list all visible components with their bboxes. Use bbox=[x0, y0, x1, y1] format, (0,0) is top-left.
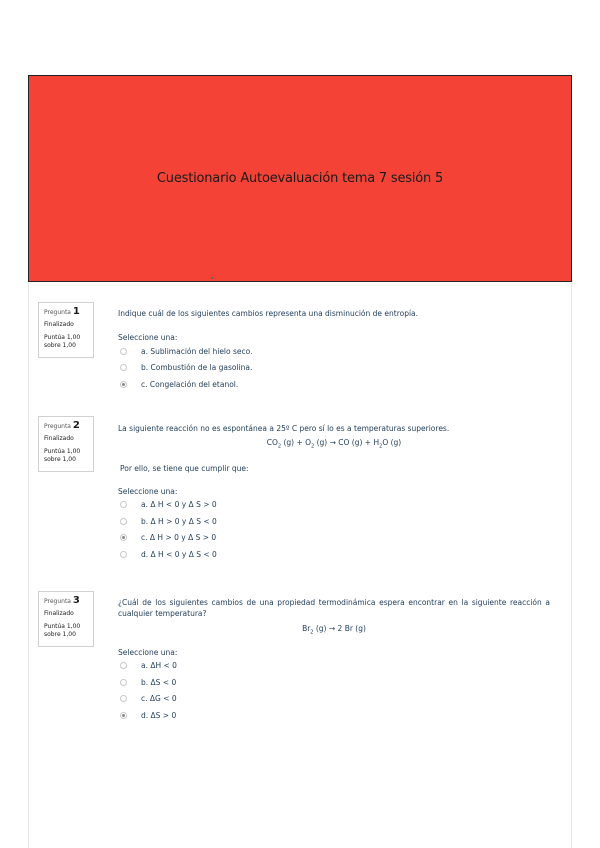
question-info-2 bbox=[38, 416, 94, 472]
question-content-3 bbox=[118, 591, 550, 724]
answer-option[interactable]: b. ΔS < 0 bbox=[118, 674, 550, 691]
answer-list bbox=[118, 343, 550, 393]
question-text: ¿Cuál de los siguientes cambios de una propiedad termodinámica espera encontrar en la siguiente reacción a cualquier temperatura? bbox=[118, 598, 550, 618]
question-grade: Puntúa 1,00 sobre 1,00 bbox=[44, 623, 81, 638]
question-number: Pregunta 1 bbox=[44, 306, 80, 317]
radio-button[interactable] bbox=[120, 364, 127, 371]
answer-option[interactable]: a. ΔH < 0 bbox=[118, 658, 550, 675]
radio-button[interactable] bbox=[120, 679, 127, 686]
header-banner bbox=[28, 75, 572, 282]
page-title: Cuestionario Autoevaluación tema 7 sesión 5 bbox=[156, 171, 444, 186]
answer-prompt: Seleccione una: bbox=[118, 333, 178, 342]
answer-option[interactable]: c. Congelación del etanol. bbox=[118, 376, 550, 393]
chemical-equation: $CO_2$ $(g) + O_2$ (g) → CO $(g) + H_2O$ (g) bbox=[266, 438, 402, 450]
answer-option[interactable]: b. Δ H > 0 y Δ S < 0 bbox=[118, 513, 550, 530]
question-grade: Puntúa 1,00 sobre 1,00 bbox=[44, 334, 81, 349]
radio-button-selected[interactable] bbox=[120, 534, 127, 541]
question-number: Pregunta 2 bbox=[44, 420, 80, 431]
answer-list bbox=[118, 658, 550, 724]
radio-button[interactable] bbox=[120, 551, 127, 558]
answer-option[interactable]: c. ΔG < 0 bbox=[118, 691, 550, 708]
answer-option[interactable]: c. Δ H > 0 y Δ S > 0 bbox=[118, 530, 550, 547]
answer-option[interactable]: a. Δ H < 0 y Δ S > 0 bbox=[118, 497, 550, 514]
radio-button[interactable] bbox=[120, 662, 127, 669]
question-grade: Puntúa 1,00 sobre 1,00 bbox=[44, 448, 81, 463]
radio-button-selected[interactable] bbox=[120, 712, 127, 719]
question-number: Pregunta 3 bbox=[44, 595, 80, 606]
answer-option[interactable]: b. Combustión de la gasolina. bbox=[118, 360, 550, 377]
question-state: Finalizado bbox=[44, 321, 74, 328]
question-state: Finalizado bbox=[44, 610, 74, 617]
radio-button[interactable] bbox=[120, 518, 127, 525]
answer-prompt: Seleccione una: bbox=[118, 647, 178, 657]
answer-option[interactable]: d. Δ H < 0 y Δ S < 0 bbox=[118, 546, 550, 563]
answer-list bbox=[118, 497, 550, 563]
chemical-equation: $Br_2$ (g) → 2 Br (g) bbox=[302, 624, 366, 636]
radio-button[interactable] bbox=[120, 348, 127, 355]
question-state: Finalizado bbox=[44, 435, 74, 442]
question-content-2 bbox=[118, 416, 550, 563]
question-text: Indique cuál de los siguientes cambios representa una disminución de entropía. bbox=[118, 309, 419, 318]
radio-button[interactable] bbox=[120, 695, 127, 702]
radio-button[interactable] bbox=[120, 501, 127, 508]
answer-option[interactable]: d. ΔS > 0 bbox=[118, 707, 550, 724]
answer-prompt: Seleccione una: bbox=[118, 486, 178, 496]
question-info-3 bbox=[38, 591, 94, 647]
question-info-1 bbox=[38, 302, 94, 358]
answer-option[interactable]: a. Sublimación del hielo seco. bbox=[118, 343, 550, 360]
question-text: La siguiente reacción no es espontánea a 25º C pero sí lo es a temperaturas superiores. bbox=[118, 424, 450, 433]
radio-button-selected[interactable] bbox=[120, 381, 127, 388]
divider-mark bbox=[211, 277, 213, 279]
question-note: Por ello, se tiene que cumplir que: bbox=[120, 463, 249, 473]
question-content-1 bbox=[118, 302, 550, 393]
